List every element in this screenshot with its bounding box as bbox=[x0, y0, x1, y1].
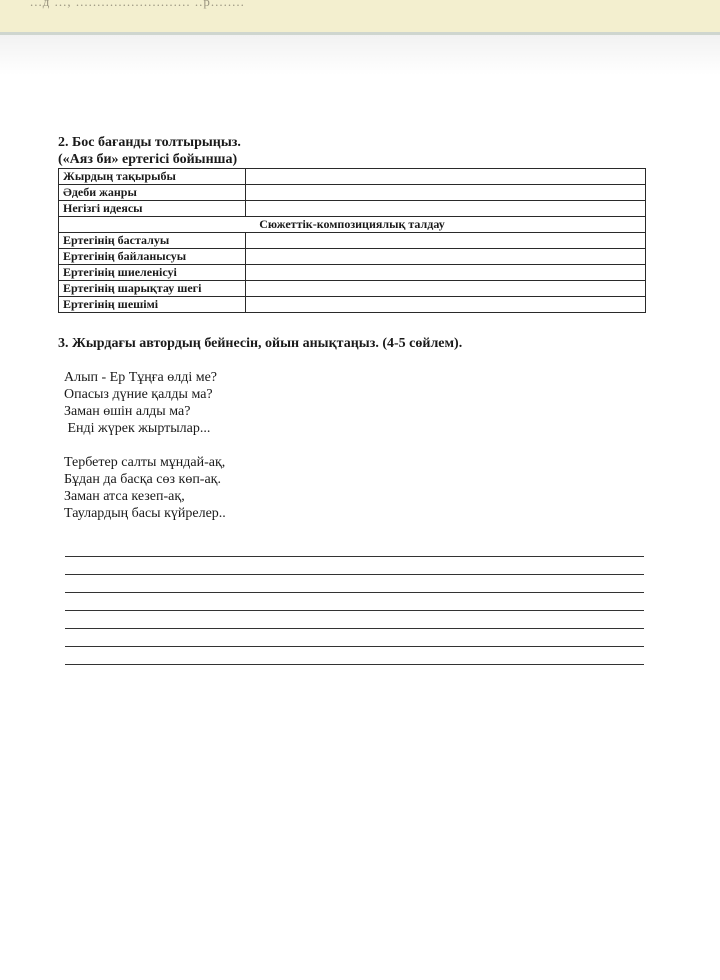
section-header: Сюжеттік-композициялық талдау bbox=[59, 217, 646, 233]
table-row bbox=[59, 201, 646, 217]
top-banner-text: ...д ..., ........................... ..р........ bbox=[30, 0, 245, 9]
answer-cell[interactable] bbox=[246, 249, 646, 265]
row-label: Ертегінің шиеленісуі bbox=[59, 265, 246, 281]
section-header-row bbox=[59, 217, 646, 233]
answer-line[interactable] bbox=[65, 575, 644, 593]
table-row bbox=[59, 297, 646, 313]
poem-line: Енді жүрек жыртылар... bbox=[64, 421, 211, 436]
row-label: Негізгі идеясы bbox=[59, 201, 246, 217]
analysis-table bbox=[58, 168, 646, 313]
poem-stanza bbox=[64, 454, 648, 522]
answer-cell[interactable] bbox=[246, 233, 646, 249]
poem-line: Заман өшін алды ма? bbox=[64, 404, 191, 419]
table-row bbox=[59, 185, 646, 201]
answer-cell[interactable] bbox=[246, 265, 646, 281]
answer-cell[interactable] bbox=[246, 281, 646, 297]
table-row bbox=[59, 281, 646, 297]
answer-cell[interactable] bbox=[246, 201, 646, 217]
answer-line[interactable] bbox=[65, 557, 644, 575]
task3-title: 3. Жырдағы автордың бейнесін, ойын анықтаңыз. (4-5 сөйлем). bbox=[58, 336, 463, 351]
row-label: Ертегінің байланысуы bbox=[59, 249, 246, 265]
table-row bbox=[59, 265, 646, 281]
task2-title: 2. Бос бағанды толтырыңыз. bbox=[58, 135, 241, 150]
poem-stanza bbox=[64, 369, 648, 437]
task2-subtitle: («Аяз би» ертегісі бойынша) bbox=[58, 152, 238, 167]
row-label: Әдеби жанры bbox=[59, 185, 246, 201]
poem-line: Заман атса кезеп-ақ, bbox=[64, 489, 185, 504]
row-label: Ертегінің шарықтау шегі bbox=[59, 281, 246, 297]
poem-line: Тербетер салты мұндай-ақ, bbox=[64, 455, 226, 470]
answer-line[interactable] bbox=[65, 593, 644, 611]
table-row bbox=[59, 169, 646, 185]
row-label: Ертегінің басталуы bbox=[59, 233, 246, 249]
answer-cell[interactable] bbox=[246, 297, 646, 313]
answer-lines bbox=[58, 539, 648, 665]
answer-line[interactable] bbox=[65, 647, 644, 665]
table-row bbox=[59, 233, 646, 249]
answer-cell[interactable] bbox=[246, 185, 646, 201]
poem-line: Бұдан да басқа сөз көп-ақ. bbox=[64, 472, 221, 487]
table-row bbox=[59, 249, 646, 265]
top-banner bbox=[0, 0, 720, 35]
top-shadow bbox=[0, 35, 720, 75]
poem-line: Алып - Ер Тұңға өлді ме? bbox=[64, 370, 217, 385]
row-label: Жырдың тақырыбы bbox=[59, 169, 246, 185]
answer-line[interactable] bbox=[65, 629, 644, 647]
answer-line[interactable] bbox=[65, 611, 644, 629]
worksheet bbox=[58, 134, 648, 665]
row-label: Ертегінің шешімі bbox=[59, 297, 246, 313]
poem bbox=[58, 369, 648, 522]
answer-cell[interactable] bbox=[246, 169, 646, 185]
answer-line[interactable] bbox=[65, 539, 644, 557]
poem-line: Таулардың басы күйрелер.. bbox=[64, 506, 226, 521]
poem-line: Опасыз дүние қалды ма? bbox=[64, 387, 213, 402]
